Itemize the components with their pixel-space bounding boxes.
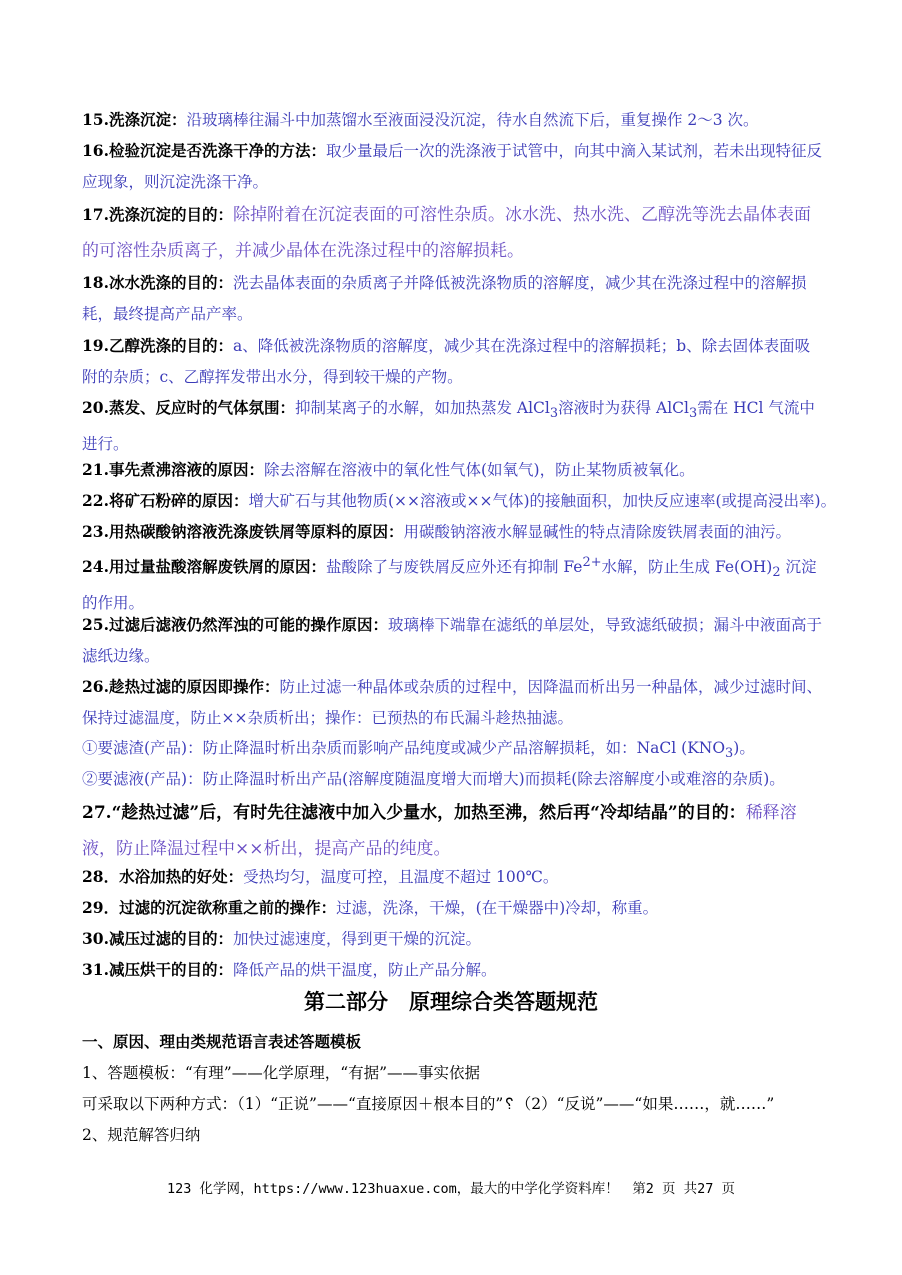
item-answer: 沿玻璃棒往漏斗中加蒸馏水至液面浸没沉淀，待水自然流下后，重复操作 2～3 次。 (186, 111, 759, 129)
item-15 (82, 104, 822, 136)
part-title: 第二部分 原理综合类答题规范 (304, 989, 598, 1014)
item-29 (82, 892, 822, 924)
item-label: 31.减压烘干的目的： (82, 960, 233, 979)
item-label: 18.冰水洗涤的目的： (82, 273, 233, 292)
subscript: 3 (689, 406, 698, 422)
item-answer: 防止过滤一种晶体或杂质的过程中，因降温而析出另一种晶体，减少过滤时间、保持过滤温度，防止××杂质析出；操作：已预热的布氏漏斗趁热抽滤。 (82, 678, 822, 727)
item-label: 29．过滤的沉淀欲称重之前的操作： (82, 898, 337, 917)
answer-part: 需在 HCl 气流中进行。 (82, 399, 815, 454)
item-19 (82, 330, 822, 393)
item-label: 23.用热碳酸钠溶液洗涤废铁屑等原料的原因： (82, 522, 404, 541)
item-answer: 除去溶解在溶液中的氧化性气体(如氧气)，防止某物质被氧化。 (263, 461, 695, 479)
item-label: 27.“趁热过滤”后，有时先往滤液中加入少量水，加热至沸，然后再“冷却结晶”的目的： (82, 803, 746, 823)
item-label: 24.用过量盐酸溶解废铁屑的原因： (82, 557, 326, 577)
item-label: 30.减压过滤的目的： (82, 929, 233, 948)
answer-part: )。 (733, 739, 755, 757)
item-answer: 增大矿石与其他物质(××溶液或××气体)的接触面积，加快反应速率(或提高浸出率)。 (248, 492, 837, 510)
item-label: 28．水浴加热的好处： (82, 867, 244, 886)
superscript: 2+ (582, 555, 602, 570)
item-23 (82, 516, 842, 548)
page-footer: 123 化学网，https://www.123huaxue.com，最大的中学化学资料库！ 第2 页 共27 页 (167, 1181, 735, 1197)
item-label: 17.洗涤沉淀的目的： (82, 205, 233, 224)
item-answer: 用碳酸钠溶液水解显碱性的特点清除废铁屑表面的油污。 (403, 523, 791, 541)
item-20 (82, 392, 822, 460)
answer-part: 水解，防止生成 Fe(OH) (601, 558, 773, 577)
answer-part: 盐酸除了与废铁屑反应外还有抑制 Fe (325, 558, 583, 577)
section-heading: 一、原因、理由类规范语言表述答题模板 (82, 1032, 362, 1051)
item-answer: 受热均匀，温度可控，且温度不超过 100℃。 (243, 868, 559, 886)
item-31 (82, 954, 822, 986)
item-answer: ②要滤液(产品)：防止降温时析出产品(溶解度随温度增大而增大)而损耗(除去溶解度小或难溶的杂质)。 (82, 770, 785, 788)
item-label: 16.检验沉淀是否洗涤干净的方法： (82, 141, 326, 160)
item-16 (82, 135, 822, 198)
item-25 (82, 609, 822, 672)
subscript: 2 (772, 565, 781, 581)
item-answer: a、降低被洗涤物质的溶解度，减少其在洗涤过程中的溶解损耗；b、除去固体表面吸附的杂质；c、乙醇挥发带出水分，得到较干燥的产物。 (82, 337, 811, 386)
item-answer: 加快过滤速度，得到更干燥的沉淀。 (232, 930, 481, 948)
item-label: 25.过滤后滤液仍然浑浊的可能的操作原因： (82, 615, 388, 634)
answer-part: ①要滤渣(产品)：防止降温时析出杂质而影响产品纯度或减少产品溶解损耗，如：NaCl (KNO (82, 739, 726, 757)
item-21 (82, 454, 822, 486)
item-answer: 玻璃棒下端靠在滤纸的单层处，导致滤纸破损；漏斗中液面高于滤纸边缘。 (82, 616, 822, 665)
item-answer: 洗去晶体表面的杂质离子并降低被洗涤物质的溶解度，减少其在洗涤过程中的溶解损耗，最终提高产品产率。 (82, 274, 807, 323)
answer-part: 沉淀的作用。 (82, 558, 817, 613)
item-answer: 降低产品的烘干温度，防止产品分解。 (232, 961, 497, 979)
answer-part: 抑制某离子的水解，如加热蒸发 AlCl (294, 399, 550, 417)
item-label: 19.乙醇洗涤的目的： (82, 336, 233, 355)
item-label: 22.将矿石粉碎的原因： (82, 491, 249, 510)
item-17 (82, 197, 822, 269)
item-answer: 过滤，洗涤，干燥，(在干燥器中)冷却，称重。 (336, 899, 659, 917)
item-label: 15.洗涤沉淀： (82, 110, 187, 129)
item-27 (82, 795, 822, 867)
subscript: 3 (725, 746, 734, 762)
item-28 (82, 861, 822, 893)
item-26-sub-2 (82, 764, 842, 795)
item-30 (82, 923, 822, 955)
subscript: 3 (549, 406, 559, 422)
item-label: 26.趁热过滤的原因即操作： (82, 677, 280, 696)
item-answer: 取少量最后一次的洗涤液于试管中，向其中滴入某试剂，若未出现特征反应现象，则沉淀洗涤干净。 (82, 142, 822, 191)
item-label: 21.事先煮沸溶液的原因： (82, 460, 264, 479)
template-line: 1、答题模板：“有理”——化学原理，“有据”——事实依据 (82, 1064, 481, 1082)
summary-line: 2、规范解答归纳 (82, 1126, 201, 1144)
item-18 (82, 267, 822, 330)
item-answer: 稀释溶液，防止降温过程中××析出，提高产品的纯度。 (82, 803, 797, 859)
item-label: 20.蒸发、反应时的气体氛围： (82, 398, 295, 417)
item-22 (82, 485, 842, 517)
answer-part: 溶液时为获得 AlCl (558, 399, 689, 417)
item-answer (82, 739, 755, 762)
item-26 (82, 671, 822, 734)
methods-line: 可采取以下两种方式：（1）“正说”——“直接原因＋根本目的”␦（2）“反说”——“如果……，就……” (82, 1095, 775, 1113)
item-answer: 除掉附着在沉淀表面的可溶性杂质。冰水洗、热水洗、乙醇洗等洗去晶体表面的可溶性杂质离子，并减少晶体在洗涤过程中的溶解损耗。 (82, 205, 811, 261)
